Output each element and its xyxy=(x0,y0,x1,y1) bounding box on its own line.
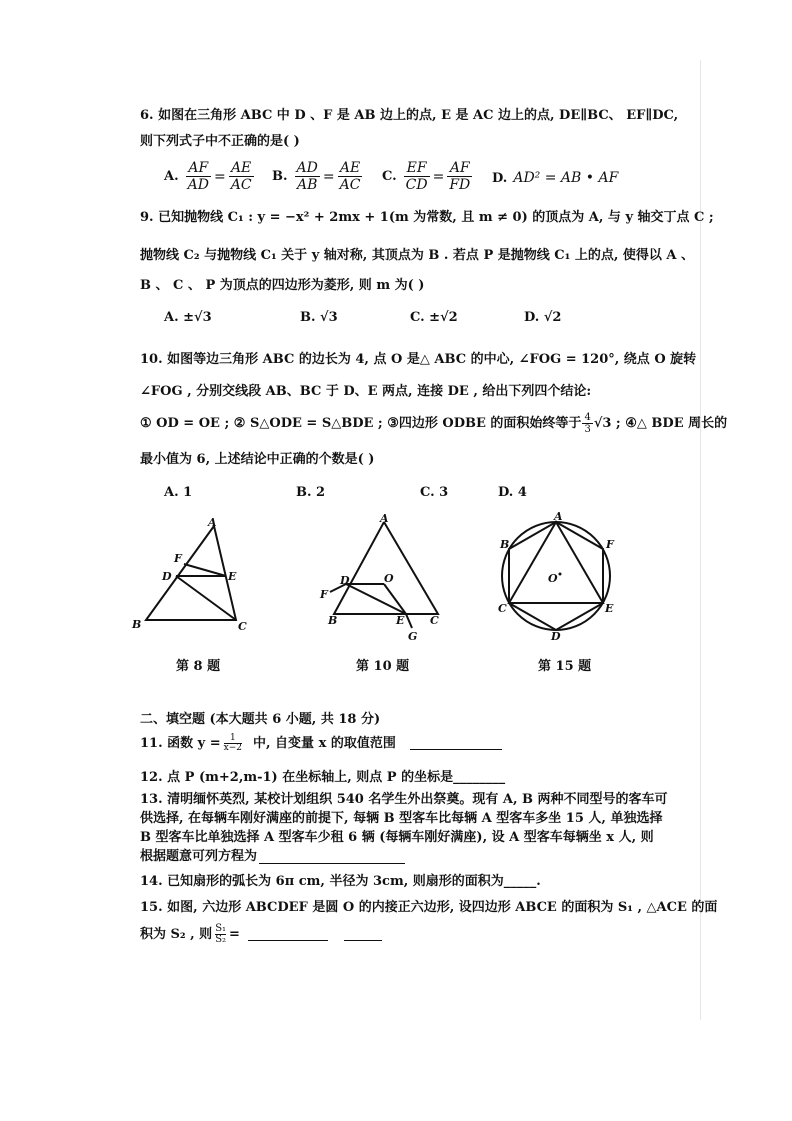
q10-line1: 10. 如图等边三角形 ABC 的边长为 4, 点 O 是△ ABC 的中心, ∠FOG = 120°, 绕点 O 旋转 xyxy=(140,352,697,367)
fraction: $\frac{1}{x-2}$ xyxy=(223,733,242,753)
q10-line3: ① OD = OE ; ② S△ODE = S△BDE ; ③四边形 ODBE 的面积始终等于 $\frac{4}{3}$ √3 ; ④△ BDE 周长的 xyxy=(140,412,728,435)
q6-stem-line2: 则下列式子中不正确的是( ) xyxy=(140,134,300,149)
q15-answer-blank-2[interactable] xyxy=(344,928,382,941)
q13-line2: 供选择, 在每辆车刚好满座的前提下, 每辆 B 型客车比每辆 A 型客车多坐 15 人, 单独选择 xyxy=(140,811,663,826)
q9-option-b[interactable]: B. √3 xyxy=(300,310,338,325)
q12: 12. 点 P (m+2,m-1) 在坐标轴上, 则点 P 的坐标是________ xyxy=(140,770,506,785)
label-f: F xyxy=(606,538,614,551)
label-o: O xyxy=(384,572,394,585)
fraction: $\frac{4}{3}$ xyxy=(584,412,591,435)
label-d: D xyxy=(551,630,561,642)
q10-line2: ∠FOG , 分别交线段 AB、BC 于 D、E 两点, 连接 DE , 给出下列四个结论: xyxy=(140,384,592,399)
label-a: A xyxy=(208,516,217,529)
fraction: $\frac{AF}{FD}$ xyxy=(449,160,471,193)
q10-option-d[interactable]: D. 4 xyxy=(498,485,527,500)
q15-line1: 15. 如图, 六边形 ABCDEF 是圆 O 的内接正六边形, 设四边形 ABCE 的面积为 S₁ , △ACE 的面 xyxy=(140,900,718,915)
q13-line3: B 型客车比单独选择 A 型客车少租 6 辆 (每辆车刚好满座), 设 A 型客车每辆坐 x 人, 则 xyxy=(140,830,654,845)
q9-option-c[interactable]: C. ±√2 xyxy=(410,310,458,325)
section-heading: 二、填空题 (本大题共 6 小题, 共 18 分) xyxy=(140,712,381,727)
label-f: F xyxy=(174,552,182,565)
label-c: C xyxy=(498,602,507,615)
label-e: E xyxy=(605,602,614,615)
label-g: G xyxy=(408,630,418,643)
label-b: B xyxy=(132,618,142,631)
figure-15-caption: 第 15 题 xyxy=(538,659,592,674)
label-a: A xyxy=(380,512,389,525)
label-o: O xyxy=(548,572,558,585)
q14: 14. 已知扇形的弧长为 6π cm, 半径为 3cm, 则扇形的面积为_____. xyxy=(140,874,541,889)
q13-line1: 13. 清明缅怀英烈, 某校计划组织 540 名学生外出祭奠。现有 A, B 两种不同型号的客车可 xyxy=(140,792,668,807)
q9-line1: 9. 已知抛物线 C₁ : y = −x² + 2mx + 1(m 为常数, 且 m ≠ 0) 的顶点为 A, 与 y 轴交丁点 C ; xyxy=(140,210,714,225)
q13-answer-blank[interactable] xyxy=(259,851,405,864)
label-c: C xyxy=(238,620,247,633)
q13-line4: 根据题意可列方程为 xyxy=(140,849,405,865)
label-d: D xyxy=(162,570,172,583)
label-a: A xyxy=(554,510,563,523)
fraction: $\frac{\text{S₁}}{\text{S₂}}$ xyxy=(215,923,227,945)
label-c: C xyxy=(430,614,439,627)
figure-10 xyxy=(316,510,446,644)
q6-option-c[interactable]: C. $\frac{EF}{CD}$ = $\frac{AF}{FD}$ xyxy=(382,160,471,193)
label-e: E xyxy=(228,570,237,583)
fraction: $\frac{AF}{AD}$ xyxy=(187,160,209,193)
q15-line2: 积为 S₂ , 则 $\frac{\text{S₁}}{\text{S₂}}$ = xyxy=(140,924,382,945)
fraction: $\frac{AE}{AC}$ xyxy=(339,160,361,193)
page-edge xyxy=(700,60,701,1020)
label-b: B xyxy=(500,538,510,551)
q6-option-b[interactable]: B. $\frac{AD}{AB}$ = $\frac{AE}{AC}$ xyxy=(272,160,361,193)
label-e: E xyxy=(396,614,405,627)
q10-line4: 最小值为 6, 上述结论中正确的个数是( ) xyxy=(140,452,375,467)
q10-option-b[interactable]: B. 2 xyxy=(296,485,326,500)
q15-answer-blank[interactable] xyxy=(248,928,328,941)
q11-answer-blank[interactable] xyxy=(410,737,502,750)
label-b: B xyxy=(328,614,338,627)
fraction: $\frac{EF}{CD}$ xyxy=(405,160,428,193)
figure-8 xyxy=(126,512,258,636)
label-d: D xyxy=(340,574,350,587)
q9-line2: 抛物线 C₂ 与抛物线 C₁ 关于 y 轴对称, 其顶点为 B . 若点 P 是抛物线 C₁ 上的点, 使得以 A 、 xyxy=(140,248,695,263)
q6-option-a[interactable]: A. $\frac{AF}{AD}$ = $\frac{AE}{AC}$ xyxy=(164,160,252,193)
q9-option-d[interactable]: D. √2 xyxy=(524,310,562,325)
q10-option-c[interactable]: C. 3 xyxy=(420,485,449,500)
q9-line3: B 、 C 、 P 为顶点的四边形为菱形, 则 m 为( ) xyxy=(140,278,425,293)
q10-option-a[interactable]: A. 1 xyxy=(164,485,193,500)
q6-stem-line1: 6. 如图在三角形 ABC 中 D 、F 是 AB 边上的点, E 是 AC 边上的点, DE∥BC、 EF∥DC, xyxy=(140,108,679,123)
label-f: F xyxy=(320,588,328,601)
q6-option-d[interactable]: D. AD² = AB • AF xyxy=(492,170,619,186)
fraction: $\frac{AD}{AB}$ xyxy=(296,160,318,193)
q9-option-a[interactable]: A. ±√3 xyxy=(164,310,212,325)
figure-8-caption: 第 8 题 xyxy=(176,659,221,674)
figure-10-caption: 第 10 题 xyxy=(356,659,410,674)
fraction: $\frac{AE}{AC}$ xyxy=(230,160,252,193)
q11: 11. 函数 y = $\frac{1}{x-2}$ 中, 自变量 x 的取值范围 xyxy=(140,734,502,753)
figure-15 xyxy=(496,508,622,642)
